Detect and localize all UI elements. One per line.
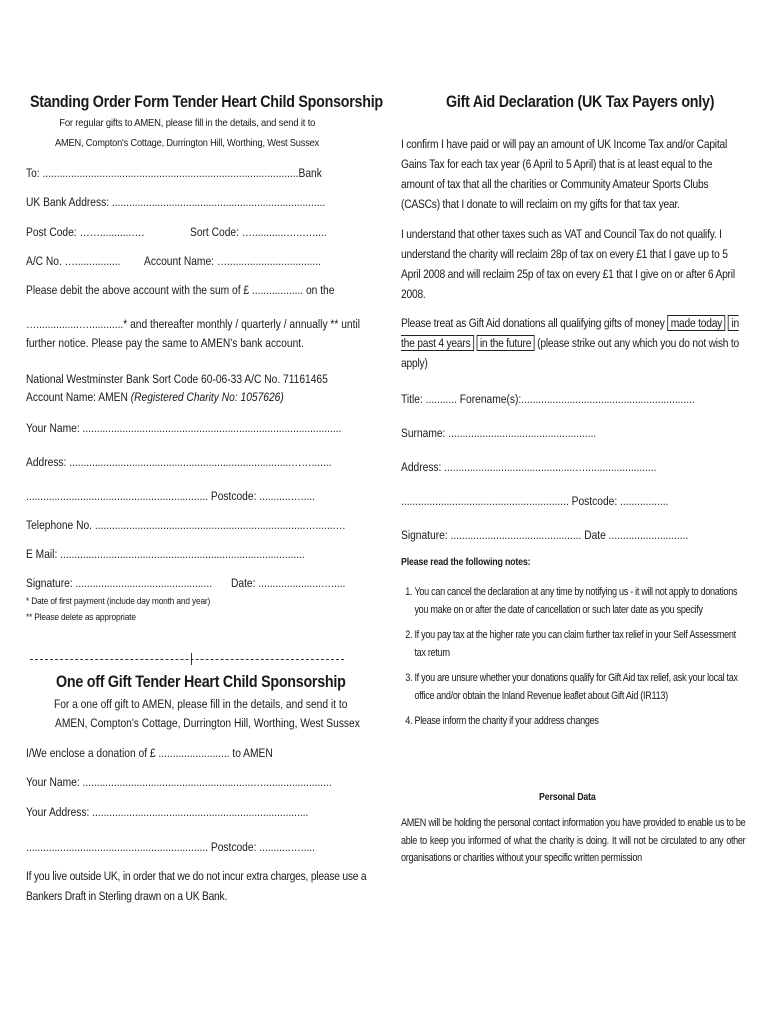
note-item: 3. If you are unsure whether your donations qualify for Gift Aid tax relief, ask your local tax office and/or obtain the Inland Revenue leaflet about Gift Aid (IR113) — [414, 670, 745, 705]
option-made-today[interactable]: made today — [667, 315, 725, 331]
one-off-name-field[interactable]: Your Name: ............................................................…........................ — [26, 775, 332, 789]
ac-no-field[interactable]: A/C No. …................ — [26, 254, 121, 268]
one-off-gift-title: One off Gift Tender Heart Child Sponsorship — [56, 672, 346, 691]
gift-aid-address-field[interactable]: Address: ..............................................…......................... — [401, 460, 657, 474]
gift-aid-postcode-field[interactable]: ........................................................... Postcode: ................. — [401, 494, 669, 508]
signature-field[interactable]: Signature: ................................................ — [26, 576, 213, 590]
note-item: 2. If you pay tax at the higher rate you can claim further tax relief in your Self Assessment tax return — [414, 627, 745, 662]
one-off-intro-line1: For a one off gift to AMEN, please fill in the details, and send it to — [53, 697, 348, 711]
footnote-first-payment: * Date of first payment (include day month and year) — [26, 596, 211, 607]
registered-account-name: Account Name: AMEN (Registered Charity No: 1057626) — [26, 390, 284, 404]
note-item: 1. You can cancel the declaration at any time by notifying us - it will not apply to donations you make on or after the date of cancellation or such later date as you specify — [414, 584, 745, 619]
gift-aid-signature-date-field[interactable]: Signature: .............................................. Date ............................ — [401, 528, 689, 542]
cut-line-marker — [191, 653, 193, 665]
surname-field[interactable]: Surname: .................................................... — [401, 426, 597, 440]
one-off-postcode-field[interactable]: ................................................................ Postcode: ...........…..... — [26, 840, 316, 854]
footnote-delete: ** Please delete as appropriate — [26, 612, 136, 623]
cut-line — [30, 659, 344, 660]
to-bank-field[interactable]: To: ..........................................................................................Bank — [26, 166, 322, 180]
date-field[interactable]: Date: ......................…..... — [231, 576, 346, 590]
account-name-field[interactable]: Account Name: …................................. — [144, 254, 321, 268]
gift-aid-title: Gift Aid Declaration (UK Tax Payers only) — [446, 92, 715, 111]
outside-uk-note: If you live outside UK, in order that we do not incur extra charges, please use a Bankers Draft in Sterling drawn on a UK Bank. — [26, 869, 367, 903]
debit-sum-field[interactable]: Please debit the above account with the sum of £ .................. on the — [26, 283, 335, 297]
notes-heading: Please read the following notes: — [401, 556, 531, 568]
title-forename-field[interactable]: Title: ........... Forename(s):............................................................. — [401, 392, 695, 406]
option-past-4-years[interactable]: in the past 4 years — [401, 316, 740, 350]
personal-data-heading: Personal Data — [539, 791, 596, 803]
address-postcode-field[interactable]: ................................................................ Postcode: ...........…..... — [26, 489, 316, 503]
donation-amount-field[interactable]: I/We enclose a donation of £ ......................... to AMEN — [26, 746, 273, 760]
one-off-address-field[interactable]: Your Address: ............................................................................ — [26, 805, 309, 819]
note-item: 4. Please inform the charity if your address changes — [414, 713, 745, 731]
email-field[interactable]: E Mail: ...................................................................................... — [26, 547, 305, 561]
standing-order-title: Standing Order Form Tender Heart Child Sponsorship — [30, 92, 383, 111]
uk-bank-address-field[interactable]: UK Bank Address: ........................................................................... — [26, 195, 326, 209]
further-notice-text: further notice. Please pay the same to AMEN's bank account. — [26, 336, 304, 350]
standing-order-intro-line1: For regular gifts to AMEN, please fill in the details, and send it to — [59, 117, 315, 129]
personal-data-text: AMEN will be holding the personal contact information you have provided to enable us to be able to keep you informed of what the charity is doing. It will not be circulated to any other organisations or charities without your specific written permission — [401, 817, 746, 864]
gift-aid-understand-text: I understand that other taxes such as VAT and Council Tax do not qualify. I understand the charity will reclaim 28p of tax on every £1 that I gave up to 5 April 2008 and will reclaim 25p of tax on every £1 that I give on or after 6 April 2008. — [401, 227, 735, 301]
post-code-field[interactable]: Post Code: ……...........…. — [26, 225, 145, 239]
option-in-future[interactable]: in the future — [476, 335, 534, 351]
natwest-details: National Westminster Bank Sort Code 60-06-33 A/C No. 71161465 — [26, 372, 328, 386]
payment-frequency-field[interactable]: …...............…............* and thereafter monthly / quarterly / annually ** until — [26, 317, 361, 331]
your-name-field[interactable]: Your Name: ........................................................................................... — [26, 421, 342, 435]
telephone-field[interactable]: Telephone No. ..........................................................................….......… — [26, 518, 346, 532]
gift-aid-options-text: Please treat as Gift Aid donations all qualifying gifts of money made today in the past 4 years in the future (please strike out any which you do not wish to apply) — [401, 316, 740, 370]
one-off-intro-line2: AMEN, Compton's Cottage, Durrington Hill, Worthing, West Sussex — [55, 716, 360, 730]
notes-list — [401, 584, 745, 739]
address-field[interactable]: Address: ..............................................................................……....... — [26, 455, 332, 469]
standing-order-intro-line2: AMEN, Compton's Cottage, Durrington Hill, Worthing, West Sussex — [54, 137, 320, 149]
gift-aid-confirm-text: I confirm I have paid or will pay an amount of UK Income Tax and/or Capital Gains Tax for each tax year (6 April to 5 April) that is at least equal to the amount of tax that all the charities or Community Amateur Sports Clubs (CASCs) that I donate to will reclaim on my gifts for that tax year. — [401, 137, 728, 211]
sort-code-field[interactable]: Sort Code: …............…..…..... — [190, 225, 327, 239]
